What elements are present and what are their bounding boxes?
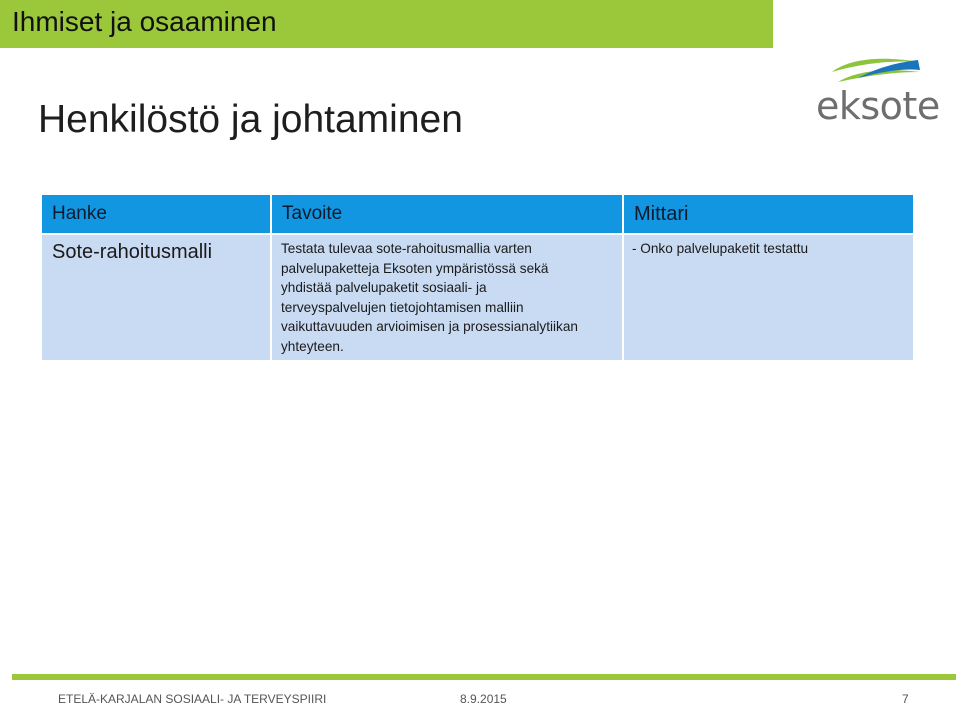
page-title: Henkilöstö ja johtaminen [38,98,463,141]
footer-page-number: 7 [902,692,909,706]
tavoite-line: Testata tulevaa sote-rahoitusmallia varten [281,241,532,256]
tavoite-line: vaikuttavuuden arvioimisen ja prosessianalytiikan [281,319,578,335]
header-mittari: Mittari [622,195,913,233]
table-row [42,233,913,360]
cell-hanke: Sote-rahoitusmalli [42,235,270,360]
tavoite-line: yhdistää palvelupaketit sosiaali- ja [281,280,487,296]
footer-organization: ETELÄ-KARJALAN SOSIAALI- JA TERVEYSPIIRI [58,692,327,706]
banner-title: Ihmiset ja osaaminen [12,6,277,37]
table-header-row [42,195,913,233]
top-banner [0,0,773,48]
footer-date: 8.9.2015 [460,692,507,706]
logo-text: eksote [816,84,940,128]
header-tavoite: Tavoite [270,195,622,233]
cell-tavoite [270,235,622,360]
tavoite-line: terveyspalvelujen tietojohtamisen malliin [281,299,524,315]
footer-divider [12,674,956,680]
tavoite-line: yhteyteen. [281,338,344,354]
eksote-logo [814,56,940,128]
cell-mittari: - Onko palvelupaketit testattu [622,235,913,360]
header-hanke: Hanke [42,195,270,233]
tavoite-line: palvelupaketteja Eksoten ympäristössä sekä [281,260,549,276]
project-table [42,195,913,360]
